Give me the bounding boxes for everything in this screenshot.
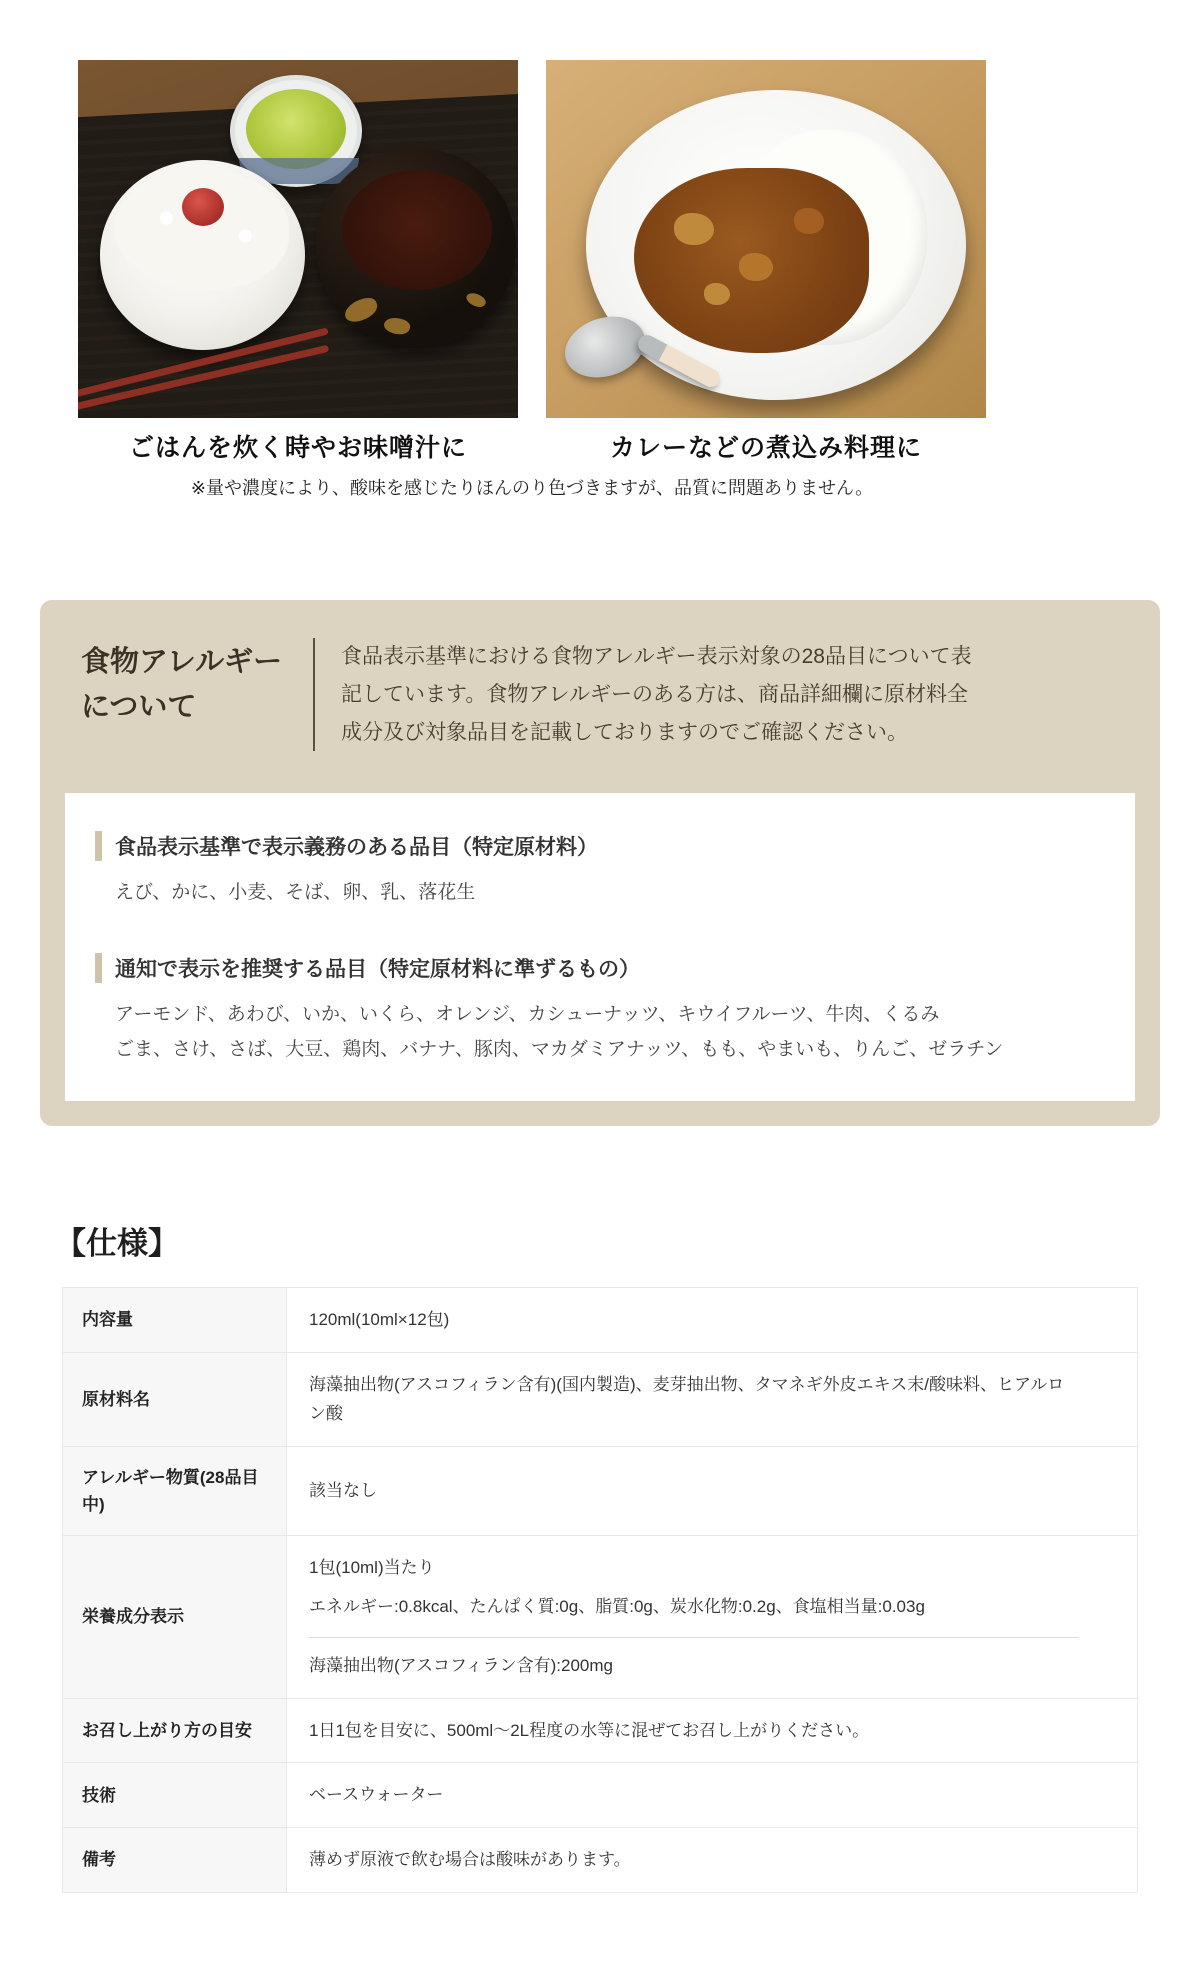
usage-note: ※量や濃度により、酸味を感じたりほんのり色づきますが、品質に問題ありません。 — [190, 478, 874, 498]
spec-value-volume: 120ml(10ml×12包) — [287, 1287, 1138, 1352]
spec-row-volume — [63, 1287, 1138, 1352]
curry-plate-shape — [586, 90, 966, 400]
spec-label-volume: 内容量 — [63, 1287, 287, 1352]
umeboshi-shape — [182, 188, 224, 226]
nutrition-serving-line: 1包(10ml)当たり — [309, 1558, 435, 1578]
allergy-description-text: 食品表示基準における食物アレルギー表示対象の28品目について表記しています。食物アレルギーのある方は、商品詳細欄に原材料全成分及び対象品目を記載しておりますのでご確認ください。 — [341, 645, 972, 744]
gold-leaf-decoration — [382, 315, 411, 337]
nutrition-extract-line: 海藻抽出物(アスコフィラン含有):200mg — [309, 1655, 613, 1675]
allergy-box-title — [81, 638, 313, 751]
allergy-section-recommended — [95, 953, 1105, 1067]
usage-images-row — [0, 0, 1200, 464]
allergy-title-line1: 食物アレルギー — [81, 646, 283, 678]
spec-row-nutrition — [63, 1536, 1138, 1698]
allergy-box-description — [313, 638, 1013, 751]
allergy-title-line2: について — [81, 690, 197, 723]
spec-value-allergens: 該当なし — [287, 1447, 1138, 1536]
spec-label-ingredients: 原材料名 — [63, 1352, 287, 1447]
photo-rice-miso-soup — [78, 60, 518, 418]
allergy-mandatory-heading: 食品表示基準で表示義務のある品目（特定原材料） — [95, 831, 1105, 861]
usage-figure-curry — [546, 60, 986, 464]
miso-soup-bowl-shape — [316, 148, 516, 346]
nutrition-values-line: エネルギー:0.8kcal、たんぱく質:0g、脂質:0g、炭水化物:0.2g、食塩相当量:0.03g — [309, 1597, 925, 1617]
curry-chunk-shape — [794, 208, 824, 234]
spec-row-remarks — [63, 1828, 1138, 1893]
spec-label-nutrition: 栄養成分表示 — [63, 1536, 287, 1698]
spec-row-ingredients — [63, 1352, 1138, 1447]
spec-value-technology: ベースウォーター — [287, 1763, 1138, 1828]
green-tea-surface-shape — [246, 89, 346, 169]
spec-value-ingredients: 海藻抽出物(アスコフィラン含有)(国内製造)、麦芽抽出物、タマネギ外皮エキス末/酸味料、ヒアルロン酸 — [287, 1352, 1138, 1447]
gold-leaf-decoration — [464, 290, 487, 310]
spec-row-allergens — [63, 1447, 1138, 1536]
curry-chunk-shape — [704, 283, 730, 305]
spec-value-serving-guide: 1日1包を目安に、500ml〜2L程度の水等に混ぜてお召し上がりください。 — [287, 1698, 1138, 1763]
allergy-recommended-items — [115, 997, 1105, 1067]
miso-soup-surface-shape — [342, 170, 492, 290]
usage-figure-rice-miso — [78, 60, 518, 464]
spec-value-remarks: 薄めず原液で飲む場合は酸味があります。 — [287, 1828, 1138, 1893]
spec-table — [62, 1287, 1138, 1893]
allergy-info-box — [40, 600, 1160, 1126]
allergy-box-header — [65, 638, 1135, 751]
spec-label-serving-guide: お召し上がり方の目安 — [63, 1698, 287, 1763]
spec-label-technology: 技術 — [63, 1763, 287, 1828]
usage-caption-curry: カレーなどの煮込み料理に — [609, 434, 922, 462]
allergy-mandatory-items: えび、かに、小麦、そば、卵、乳、落花生 — [115, 882, 476, 904]
curry-sauce-shape — [634, 168, 869, 353]
spec-row-technology — [63, 1763, 1138, 1828]
spec-label-remarks: 備考 — [63, 1828, 287, 1893]
spec-row-serving-guide — [63, 1698, 1138, 1763]
rice-bowl-shape — [100, 160, 305, 350]
spec-section-title: 【仕様】 — [55, 1225, 179, 1261]
allergy-recommended-heading: 通知で表示を推奨する品目（特定原材料に準ずるもの） — [95, 953, 1105, 983]
usage-caption-rice-miso: ごはんを炊く時やお味噌汁に — [128, 434, 467, 462]
nutrition-divider — [309, 1637, 1079, 1638]
allergy-section-mandatory — [95, 831, 1105, 910]
allergy-recommended-items-line1: アーモンド、あわび、いか、いくら、オレンジ、カシューナッツ、キウイフルーツ、牛肉、くるみ — [115, 1003, 940, 1025]
spec-label-allergens: アレルギー物質(28品目中) — [63, 1447, 287, 1536]
allergy-details-panel — [65, 793, 1135, 1100]
photo-curry-rice — [546, 60, 986, 418]
curry-chunk-shape — [739, 253, 773, 281]
allergy-recommended-items-line2: ごま、さけ、さば、大豆、鶏肉、バナナ、豚肉、マカダミアナッツ、もも、やまいも、りんご、ゼラチン — [115, 1038, 1004, 1060]
spec-value-nutrition — [287, 1536, 1138, 1698]
curry-chunk-shape — [674, 213, 714, 245]
